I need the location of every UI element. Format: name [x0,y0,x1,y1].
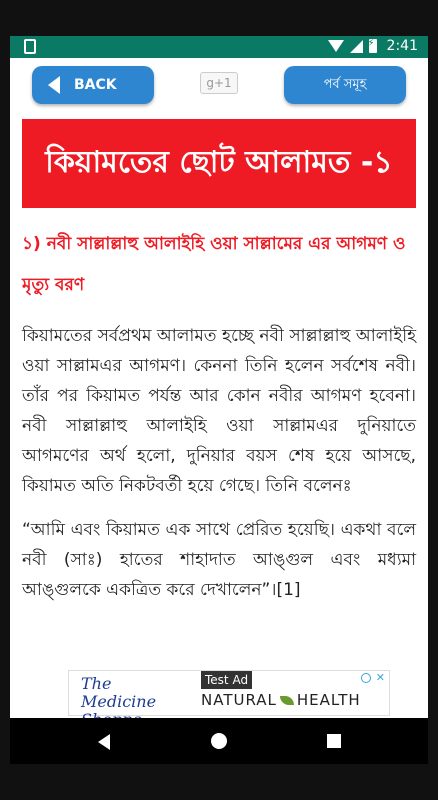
back-button[interactable] [32,66,154,104]
nav-home-icon[interactable] [211,733,227,749]
section-heading: ১) নবী সাল্লাল্লাহু আলাইহি ওয়া সাল্লামের এর আগমণ ও মৃত্যু বরণ [22,234,406,295]
page-title: কিয়ামতের ছোট আলামত -১ [22,119,416,208]
nav-recents-icon[interactable] [327,734,341,748]
ad-info-icon[interactable] [361,673,371,683]
leaf-icon [280,696,294,705]
article-paragraph-1: কিয়ামতের সর্বপ্রথম আলামত হচ্ছে নবী সাল্লাল্লাহু আলাইহি ওয়া সাল্লামএর আগমণ। কেননা তিনি হলেন সর্বশেষ নবী। তাঁর পর কিয়ামত পর্যন্ত আর কোন নবীর আগমণ হবেনা। নবী সাল্লাল্লাহু আলাইহি ওয়া সাল্লামএর দুনিয়াতে আগমণের অর্থ হলো, দুনিয়ার বয়স শেষ হয়ে আসছে, কিয়ামত অতি নিকটবর্তী হয়ে গেছে। তিনি বলেনঃ [22,326,416,496]
navigation-bar [10,718,428,764]
battery-charging-icon [369,39,377,53]
wifi-icon [328,40,344,52]
ad-tag-label: Test Ad [201,671,252,689]
app-screen [10,58,428,718]
back-arrow-icon [48,76,60,94]
status-time: 2:41 [386,38,418,54]
chapters-button[interactable]: পর্ব সমূহ [284,66,406,104]
toolbar [10,58,428,114]
google-plus-one-button[interactable]: g+1 [200,72,238,94]
ad-brand-logo: The Medicine [81,674,157,711]
back-button-label: BACK [74,77,117,93]
status-bar [10,36,428,58]
ad-banner[interactable] [68,670,390,716]
ad-headline: NATURAL HEALTH [201,691,361,709]
nav-back-icon[interactable] [98,734,110,750]
sd-card-icon [24,39,36,54]
article-content[interactable] [22,224,416,605]
ad-close-icon[interactable]: ✕ [375,671,385,684]
article-paragraph-2: “আমি এবং কিয়ামত এক সাথে প্রেরিত হয়েছি। একথা বলে নবী (সাঃ) হাতের শাহাদাত আঙ্গুল এবং মধ্যমা আঙ্গুলকে একত্রিত করে দেখালেন”।[1] [22,520,416,600]
signal-icon [350,40,363,53]
